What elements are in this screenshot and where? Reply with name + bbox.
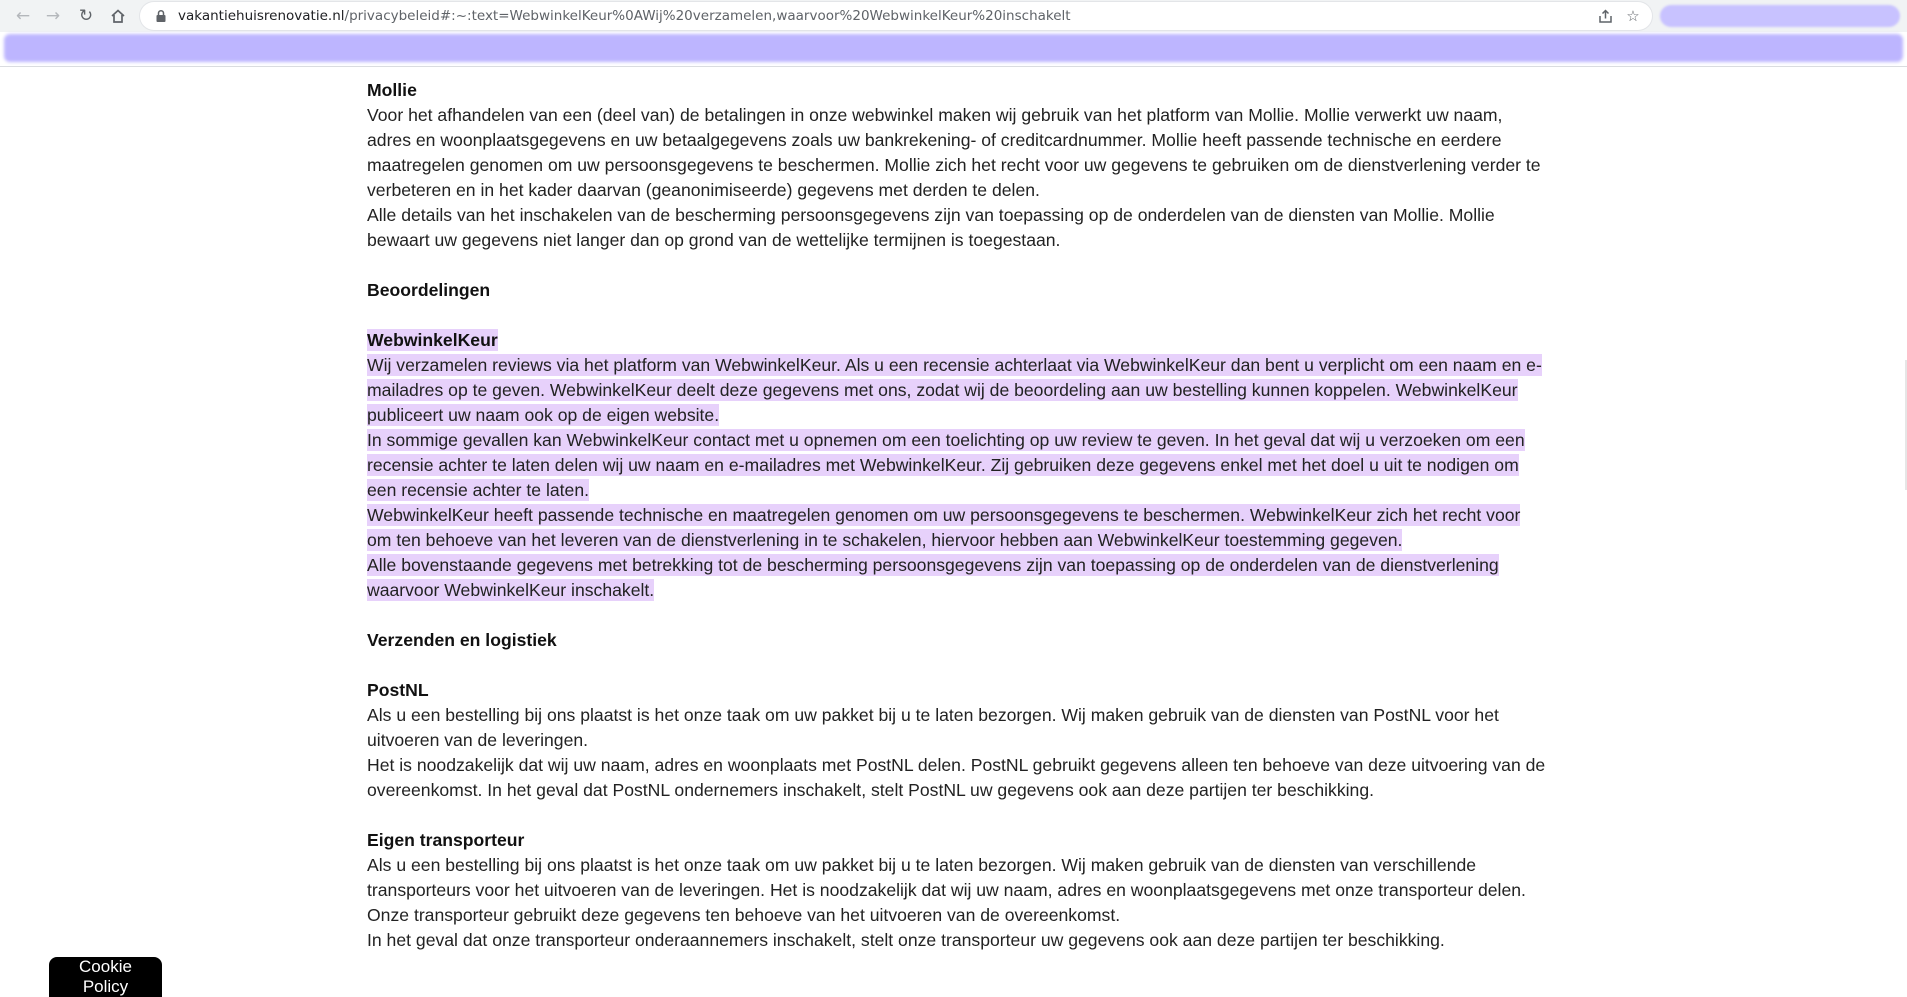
webwinkelkeur-paragraph-4 <box>367 553 1547 603</box>
transporteur-paragraph-1: Als u een bestelling bij ons plaatst is het onze taak om uw pakket bij u te laten bezorgen. Wij maken gebruik van de diensten van verschillende transporteurs voor het uitvoeren van de leveringen. Het is noodzakelijk dat wij uw naam, adres en woonplaatsgegevens met onze transporteur delen. <box>367 855 1526 900</box>
section-title-verzenden: Verzenden en logistiek <box>367 630 557 650</box>
postnl-paragraph-1: Als u een bestelling bij ons plaatst is het onze taak om uw pakket bij u te laten bezorgen. Wij maken gebruik van de diensten van PostNL voor het uitvoeren van de leveringen. <box>367 705 1499 750</box>
lock-icon[interactable] <box>154 9 168 23</box>
section-title-mollie: Mollie <box>367 80 417 100</box>
address-bar[interactable] <box>140 2 1652 30</box>
privacy-policy-content <box>367 78 1547 953</box>
browser-toolbar <box>0 0 1907 32</box>
postnl-paragraph-2: Het is noodzakelijk dat wij uw naam, adres en woonplaats met PostNL delen. PostNL gebruikt gegevens alleen ten behoeve van deze uitvoering van de overeenkomst. In het geval dat PostNL ondernemers inschakelt, stelt PostNL uw gegevens ook aan deze partijen ter beschikking. <box>367 755 1546 800</box>
highlighted-text: WebwinkelKeur <box>367 330 498 350</box>
bookmarks-bar <box>0 32 1907 66</box>
url-host: vakantiehuisrenovatie.nl <box>178 8 345 24</box>
webwinkelkeur-paragraph-3 <box>367 503 1547 553</box>
share-icon[interactable] <box>1596 7 1614 25</box>
forward-icon[interactable]: → <box>45 6 61 26</box>
transporteur-paragraph-2: Onze transporteur gebruikt deze gegevens ten behoeve van het uitvoeren van de overeenkomst. <box>367 905 1121 925</box>
highlighted-text: Wij verzamelen reviews via het platform van WebwinkelKeur. Als u een recensie achterlaat via WebwinkelKeur dan bent u verplicht om een naam en e-mailadres op te geven. WebwinkelKeur deelt deze gegevens met ons, zodat wij de beoordeling aan uw bestelling kunnen koppelen. WebwinkelKeur publiceert uw naam ook op de eigen website. <box>367 355 1542 425</box>
url-path: /privacybeleid#:~:text=WebwinkelKeur%0AWij%20verzamelen,waarvoor%20WebwinkelKeur%20inschakelt <box>344 8 1071 24</box>
transporteur-paragraph-3: In het geval dat onze transporteur onderaannemers inschakelt, stelt onze transporteur uw gegevens ook aan deze partijen ter beschikking. <box>367 930 1445 950</box>
bookmark-star-icon[interactable]: ☆ <box>1626 7 1640 25</box>
section-title-beoordelingen: Beoordelingen <box>367 280 491 300</box>
redacted-bookmarks <box>4 34 1903 62</box>
url-text[interactable] <box>178 8 1071 24</box>
reload-icon[interactable]: ↻ <box>78 6 94 26</box>
redacted-extensions <box>1660 5 1900 27</box>
highlighted-text: Alle bovenstaande gegevens met betrekking tot de bescherming persoonsgegevens zijn van toepassing op de onderdelen van de dienstverlening waarvoor WebwinkelKeur inschakelt. <box>367 555 1499 600</box>
back-icon[interactable]: ← <box>15 6 31 26</box>
section-title-postnl: PostNL <box>367 680 429 700</box>
section-title-webwinkelkeur <box>367 328 1547 353</box>
section-title-eigen-transporteur: Eigen transporteur <box>367 830 525 850</box>
highlighted-text: WebwinkelKeur heeft passende technische en maatregelen genomen om uw persoonsgegevens te beschermen. WebwinkelKeur zich het recht voor om ten behoeve van het leveren van de dienstverlening in te schakelen, hiervoor hebben aan WebwinkelKeur toestemming gegeven. <box>367 505 1521 550</box>
webwinkelkeur-paragraph-2 <box>367 428 1547 503</box>
highlighted-text: In sommige gevallen kan WebwinkelKeur contact met u opnemen om een toelichting op uw review te geven. In het geval dat wij u verzoeken om een recensie achter te laten delen wij uw naam en e-mailadres met WebwinkelKeur. Zij gebruiken deze gegevens enkel met het doel u uit te nodigen om een recensie achter te laten. <box>367 430 1525 500</box>
mollie-paragraph-1: Voor het afhandelen van een (deel van) de betalingen in onze webwinkel maken wij gebruik van het platform van Mollie. Mollie verwerkt uw naam, adres en woonplaatsgegevens en uw betaalgegevens zoals uw bankrekening- of creditcardnummer. Mollie heeft passende technische en eerdere maatregelen genomen om uw persoonsgegevens te beschermen. Mollie zich het recht voor uw gegevens te gebruiken om de dienstverlening verder te verbeteren en in het kader daarvan (geanonimiseerde) gegevens met derden te delen. <box>367 105 1541 200</box>
home-icon[interactable] <box>107 5 129 27</box>
cookie-policy-button[interactable]: Cookie Policy <box>49 957 162 997</box>
mollie-paragraph-2: Alle details van het inschakelen van de bescherming persoonsgegevens zijn van toepassing op de onderdelen van de diensten van Mollie. Mollie bewaart uw gegevens niet langer dan op grond van de wettelijke termijnen is toegestaan. <box>367 205 1495 250</box>
chrome-divider <box>0 66 1907 67</box>
webwinkelkeur-paragraph-1 <box>367 353 1547 428</box>
